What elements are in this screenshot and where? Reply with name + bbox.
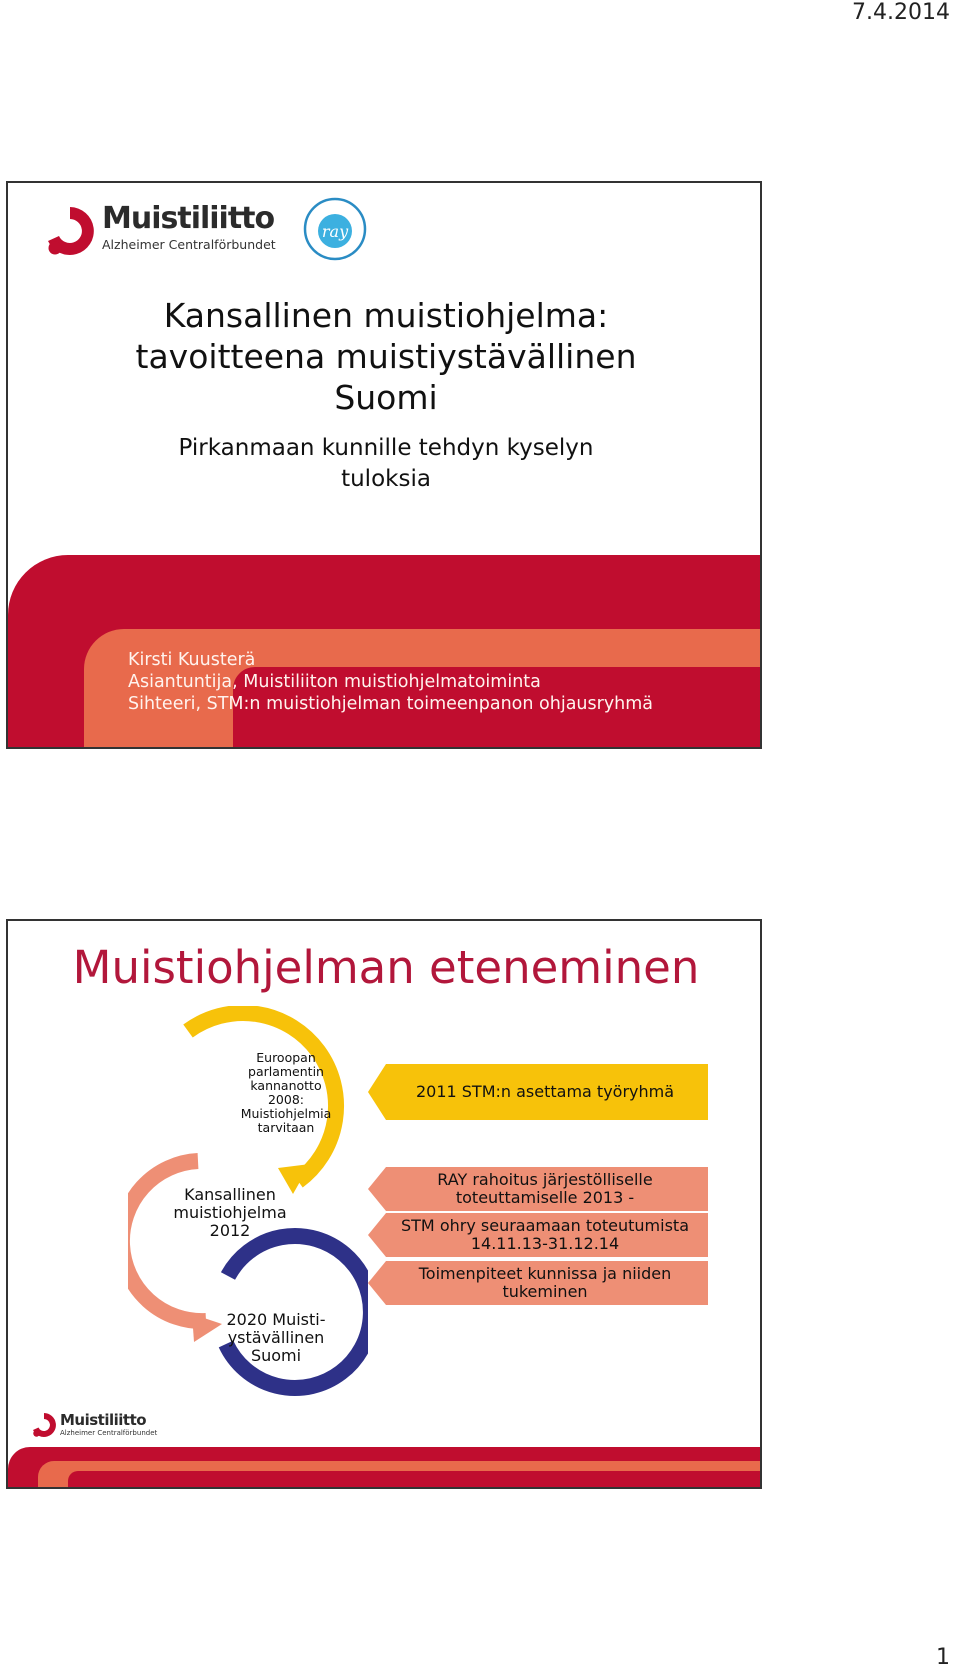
cycle-step-line: Euroopan	[256, 1050, 316, 1065]
cycle-step-line: parlamentin	[248, 1064, 324, 1079]
ray-badge-center-text: ray	[321, 222, 349, 241]
title-line: tavoitteena muistiystävällinen	[135, 337, 637, 376]
logo-subtitle: Alzheimer Centralförbundet	[102, 237, 276, 252]
cycle-step-line: 2008:	[267, 1092, 305, 1107]
slide-2-title: Muistiohjelman eteneminen	[72, 941, 700, 994]
muistiliitto-logo	[42, 201, 274, 259]
presenter-info	[128, 649, 653, 715]
cycle-step-line: ystävällinen	[227, 1328, 325, 1347]
milestone-text: RAY rahoitus järjestölliselle toteuttamiselle 2013 -	[437, 1170, 653, 1207]
cycle-step-line: 2020 Muisti-	[226, 1310, 326, 1329]
milestone-box	[368, 1064, 708, 1120]
milestone-text: Toimenpiteet kunnissa ja niiden tukeminen	[418, 1264, 672, 1301]
page-date: 7.4.2014	[852, 0, 950, 25]
logo-wordmark: Muistiliitto	[102, 201, 275, 236]
cycle-step-line: muistiohjelma	[173, 1203, 287, 1222]
cycle-step-text	[158, 1186, 302, 1240]
cycle-step-line: Muistiohjelmia	[240, 1106, 332, 1121]
title-line: Kansallinen muistiohjelma:	[163, 296, 609, 335]
slide-1-subtitle	[8, 433, 762, 495]
decorative-band-red-lower	[68, 1471, 760, 1487]
title-line: Suomi	[334, 378, 438, 417]
presenter-role: Asiantuntija, Muistiliiton muistiohjelmatoiminta	[128, 672, 541, 692]
milestone-box	[368, 1167, 708, 1211]
cycle-step-line: tarvitaan	[257, 1120, 315, 1135]
slide-2	[6, 919, 762, 1489]
milestone-box	[368, 1261, 708, 1305]
cycle-step-text	[226, 1051, 346, 1135]
cycle-step-line: kannanotto	[250, 1078, 322, 1093]
ray-badge	[303, 193, 367, 263]
cycle-step-line: 2012	[209, 1221, 251, 1240]
slide-1-title	[8, 295, 762, 418]
subtitle-line: tuloksia	[341, 466, 431, 492]
muistiliitto-logo-icon	[42, 203, 98, 259]
logo-subtitle: Alzheimer Centralförbundet	[60, 1429, 158, 1437]
milestone-text: 2011 STM:n asettama työryhmä	[415, 1082, 675, 1101]
cycle-step-line: Suomi	[250, 1346, 302, 1365]
slide-1	[6, 181, 762, 749]
milestone-text: STM ohry seuraamaan toteutumista 14.11.13-31.12.14	[401, 1216, 689, 1253]
milestone-box	[368, 1213, 708, 1257]
muistiliitto-logo-icon	[30, 1411, 58, 1439]
cycle-step-line: Kansallinen	[184, 1185, 276, 1204]
presenter-name: Kirsti Kuusterä	[128, 650, 256, 670]
presenter-role: Sihteeri, STM:n muistiohjelman toimeenpanon ohjausryhmä	[128, 694, 654, 714]
logo-wordmark: Muistiliitto	[60, 1411, 147, 1429]
page-number: 1	[936, 1645, 950, 1670]
muistiliitto-logo-small	[30, 1411, 158, 1441]
subtitle-line: Pirkanmaan kunnille tehdyn kyselyn	[178, 435, 594, 461]
cycle-step-text	[216, 1311, 336, 1365]
